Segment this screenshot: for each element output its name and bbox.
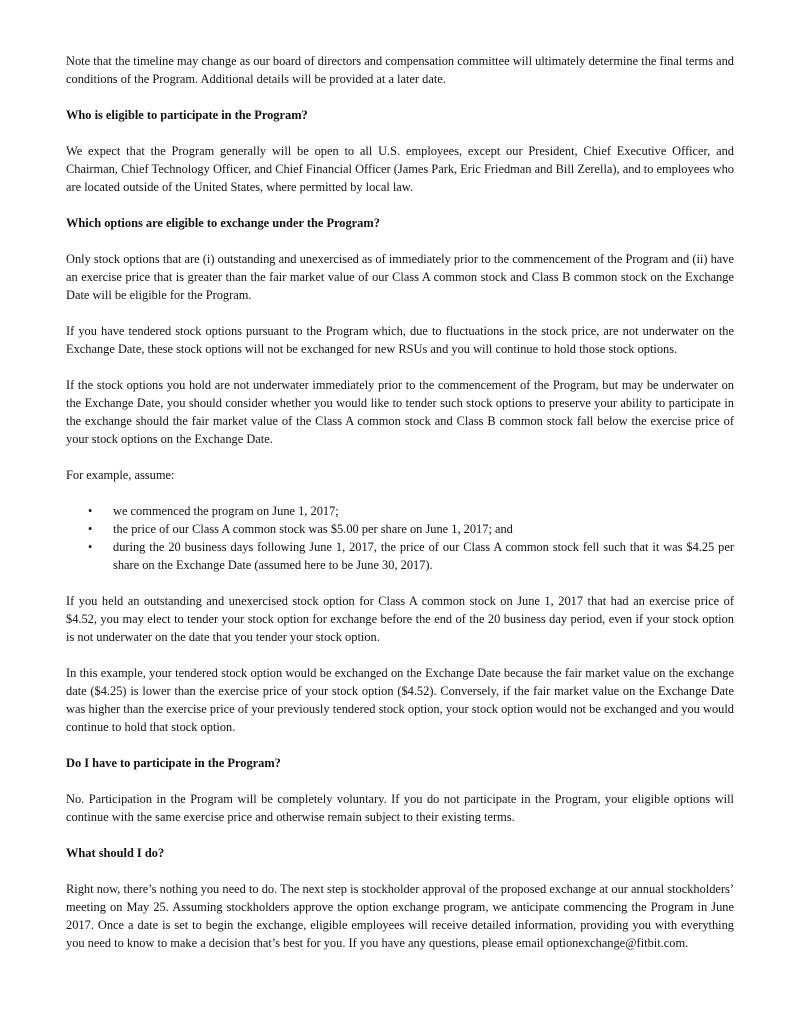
document-page [66,52,734,970]
options-text-3: If the stock options you hold are not underwater immediately prior to the commencement of the Program, but may be underwater on the Exchange Date, you should consider whether you would like to tender such stock options to preserve your ability to participate in the exchange should the fair market value of the Class A common stock and Class B common stock fall below the exercise price of your stock options on the Exchange Date. [66,378,734,446]
participate-heading: Do I have to participate in the Program? [66,756,281,770]
options-heading: Which options are eligible to exchange under the Program? [66,216,380,230]
list-item-text: the price of our Class A common stock was $5.00 per share on June 1, 2017; and [113,522,513,536]
bullet-icon: • [88,522,93,536]
options-text-2: If you have tendered stock options pursuant to the Program which, due to fluctuations in the stock price, are not underwater on the Exchange Date, these stock options will not be exchanged for new RSUs and you will continue to hold those stock options. [66,324,734,356]
list-item [66,538,734,574]
example-bullet-list [66,502,734,574]
list-item-text: we commenced the program on June 1, 2017; [113,504,339,518]
list-item [66,502,734,520]
timeline-note: Note that the timeline may change as our board of directors and compensation committee will ultimately determine the final terms and conditions of the Program. Additional details will be provided at a later date. [66,54,734,86]
options-text-1: Only stock options that are (i) outstanding and unexercised as of immediately prior to the commencement of the Program and (ii) have an exercise price that is greater than the fair market value of our Class A common stock and Class B common stock on the Exchange Date will be eligible for the Program. [66,252,734,302]
example-intro: For example, assume: [66,468,175,482]
todo-heading: What should I do? [66,846,165,860]
participate-text: No. Participation in the Program will be completely voluntary. If you do not participate in the Program, your eligible options will continue with the same exercise price and otherwise remain subject to their existing terms. [66,792,734,824]
list-item [66,520,734,538]
bullet-icon: • [88,540,93,554]
todo-text: Right now, there’s nothing you need to do. The next step is stockholder approval of the proposed exchange at our annual stockholders’ meeting on May 25. Assuming stockholders approve the option exchange program, we anticipate commencing the Program in June 2017. Once a date is set to begin the exchange, eligible employees will receive detailed information, providing you with everything you need to know to make a decision that’s best for you. If you have any questions, please email optionexchange@fitbit.com. [66,882,734,950]
example-result-text: In this example, your tendered stock option would be exchanged on the Exchange Date because the fair market value on the exchange date ($4.25) is lower than the exercise price of your stock option ($4.52). Conversely, if the fair market value on the Exchange Date was higher than the exercise price of your previously tendered stock option, your stock option would not be exchanged and you would continue to hold that stock option. [66,666,734,734]
bullet-icon: • [88,504,93,518]
eligibility-heading: Who is eligible to participate in the Program? [66,108,308,122]
list-item-text: during the 20 business days following June 1, 2017, the price of our Class A common stock fell such that it was $4.25 per share on the Exchange Date (assumed here to be June 30, 2017). [113,540,734,572]
example-held-text: If you held an outstanding and unexercised stock option for Class A common stock on June 1, 2017 that had an exercise price of $4.52, you may elect to tender your stock option for exchange before the end of the 20 business day period, even if your stock option is not underwater on the date that you tender your stock option. [66,594,734,644]
eligibility-text: We expect that the Program generally will be open to all U.S. employees, except our President, Chief Executive Officer, and Chairman, Chief Technology Officer, and Chief Financial Officer (James Park, Eric Friedman and Bill Zerella), and to employees who are located outside of the United States, where permitted by local law. [66,144,734,194]
